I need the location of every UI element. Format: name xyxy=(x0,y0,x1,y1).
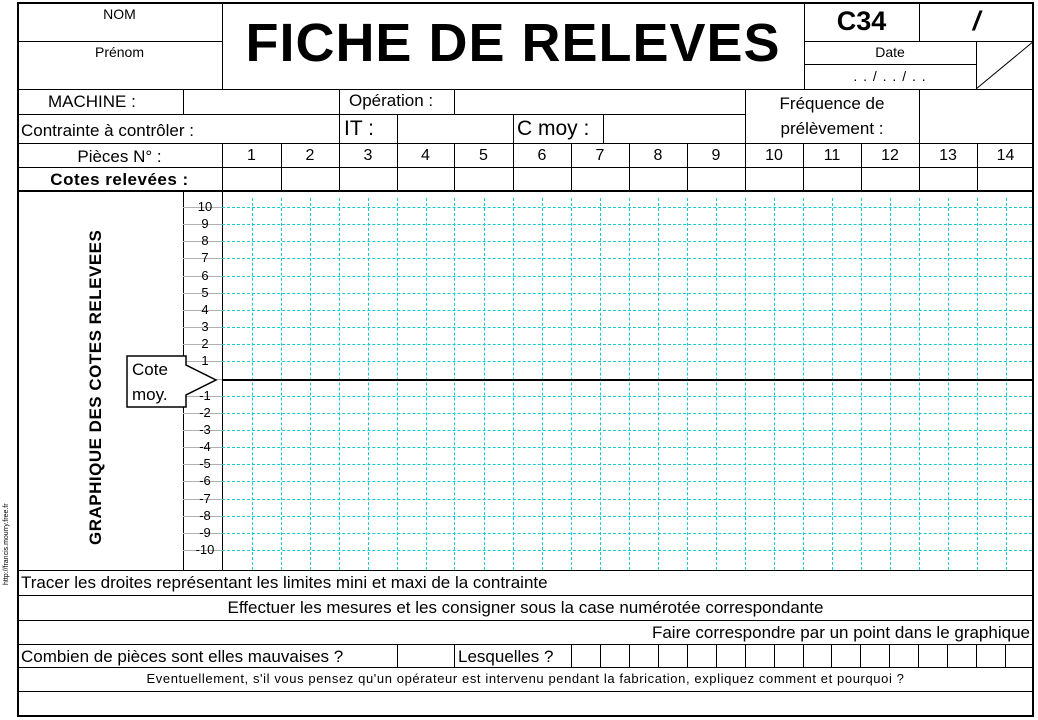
grid-line-v xyxy=(919,198,920,570)
cote-cell-3[interactable] xyxy=(340,168,397,190)
grid-line-v xyxy=(890,198,891,570)
grid-line-h xyxy=(222,361,1032,362)
grid-line-h xyxy=(222,481,1032,482)
pieces-label: Pièces N° : xyxy=(77,147,162,166)
piece-number-6: 6 xyxy=(537,147,547,164)
y-tick-label: 3 xyxy=(201,319,209,334)
y-tick-label: -10 xyxy=(195,542,215,557)
piece-number-12: 12 xyxy=(881,147,899,164)
divider xyxy=(513,114,514,143)
grid-line-v xyxy=(861,198,862,570)
cote-moy-line xyxy=(222,379,1034,381)
grid-line-v xyxy=(542,198,543,570)
grid-line-v xyxy=(368,198,369,570)
grid-line-v xyxy=(687,198,688,570)
y-tick-label: -5 xyxy=(199,456,211,471)
machine-field[interactable] xyxy=(184,90,339,114)
grid-line-v xyxy=(774,198,775,570)
lesquelles-box[interactable] xyxy=(860,644,890,667)
cote-cell-14[interactable] xyxy=(978,168,1034,190)
lesquelles-box[interactable] xyxy=(687,644,717,667)
piece-number-13: 13 xyxy=(939,147,957,164)
cote-moy-label-2: moy. xyxy=(132,385,168,404)
divider xyxy=(17,41,222,42)
y-tick-label: -9 xyxy=(199,525,211,540)
frequence-field[interactable] xyxy=(920,90,1032,143)
cmoy-field[interactable] xyxy=(604,115,745,143)
y-tick-label: -7 xyxy=(199,491,211,506)
instruction-line-3: Faire correspondre par un point dans le graphique xyxy=(651,623,1030,642)
piece-number-2: 2 xyxy=(305,147,315,164)
y-tick-label: 1 xyxy=(201,353,209,368)
grid-line-v xyxy=(1006,198,1007,570)
y-tick-label: 10 xyxy=(197,199,213,214)
lesquelles-box[interactable] xyxy=(774,644,804,667)
y-tick-label: 7 xyxy=(201,250,209,265)
divider xyxy=(454,644,455,667)
piece-number-7: 7 xyxy=(595,147,605,164)
grid-line-h xyxy=(222,430,1032,431)
it-field[interactable] xyxy=(398,115,513,143)
grid-line-v xyxy=(454,198,455,570)
cote-cell-8[interactable] xyxy=(630,168,687,190)
grid-line-v xyxy=(397,198,398,570)
diagonal-line xyxy=(976,41,1034,89)
lesquelles-box[interactable] xyxy=(831,644,861,667)
piece-number-10: 10 xyxy=(765,147,783,164)
grid-line-h xyxy=(222,413,1032,414)
grid-line-v xyxy=(948,198,949,570)
contrainte-label: Contrainte à contrôler : xyxy=(21,121,194,140)
grid-line-v xyxy=(513,198,514,570)
divider xyxy=(17,620,1034,621)
grid-line-h xyxy=(222,207,1032,208)
divider xyxy=(17,667,1034,668)
lesquelles-box[interactable] xyxy=(571,644,601,667)
grid-line-h xyxy=(222,293,1032,294)
piece-number-9: 9 xyxy=(711,147,721,164)
grid-line-h xyxy=(222,533,1032,534)
y-tick-label: -1 xyxy=(199,388,211,403)
lesquelles-box[interactable] xyxy=(629,644,659,667)
piece-number-3: 3 xyxy=(363,147,373,164)
grid-line-v xyxy=(832,198,833,570)
cote-cell-7[interactable] xyxy=(572,168,629,190)
lesquelles-box[interactable] xyxy=(947,644,977,667)
cote-cell-9[interactable] xyxy=(688,168,745,190)
date-label: Date xyxy=(875,44,905,60)
grid-line-v xyxy=(600,198,601,570)
cote-cell-11[interactable] xyxy=(804,168,861,190)
cote-cell-13[interactable] xyxy=(920,168,977,190)
y-tick-label: 6 xyxy=(201,268,209,283)
page-title: FICHE DE RELEVES xyxy=(245,13,781,73)
prelevement-label: prélèvement : xyxy=(780,119,884,138)
grid-line-v xyxy=(629,198,630,570)
grid-line-v xyxy=(571,198,572,570)
lesquelles-box[interactable] xyxy=(918,644,948,667)
y-tick-label: -3 xyxy=(199,422,211,437)
mauvaises-count-field[interactable] xyxy=(398,645,453,667)
form-code: C34 xyxy=(836,6,887,36)
grid-line-h xyxy=(222,327,1032,328)
cote-cell-10[interactable] xyxy=(746,168,803,190)
lesquelles-box[interactable] xyxy=(716,644,746,667)
grid-line-h xyxy=(222,310,1032,311)
grid-line-v xyxy=(252,198,253,570)
grid-line-h xyxy=(222,258,1032,259)
mauvaises-label: Combien de pièces sont elles mauvaises ? xyxy=(21,647,344,666)
grid-line-v xyxy=(426,198,427,570)
grid-line-h xyxy=(222,396,1032,397)
graph-vertical-title: GRAPHIQUE DES COTES RELEVEES xyxy=(86,229,105,545)
piece-number-11: 11 xyxy=(823,147,841,164)
grid-line-v xyxy=(339,198,340,570)
y-tick-label: -4 xyxy=(199,439,211,454)
y-tick-label: -8 xyxy=(199,508,211,523)
prenom-label: Prénom xyxy=(94,44,145,60)
side-url: http://francis.mourry.free.fr xyxy=(3,503,10,585)
lesquelles-box[interactable] xyxy=(976,644,1006,667)
piece-number-4: 4 xyxy=(421,147,430,164)
grid-line-h xyxy=(222,447,1032,448)
cote-cell-1[interactable] xyxy=(223,168,281,190)
piece-number-1: 1 xyxy=(247,147,256,164)
piece-number-14: 14 xyxy=(996,147,1015,164)
grid-line-h xyxy=(222,224,1032,225)
eventuellement-text: Eventuellement, s'il vous pensez qu'un opérateur est intervenu pendant la fabrication, expliquez comment et pourquoi ? xyxy=(146,671,905,686)
lesquelles-box[interactable] xyxy=(1005,644,1035,667)
explanation-field[interactable] xyxy=(19,692,1032,715)
grid-line-h xyxy=(222,344,1032,345)
y-tick-label: -6 xyxy=(199,473,211,488)
grid-line-h xyxy=(222,516,1032,517)
piece-number-8: 8 xyxy=(653,147,663,164)
grid-line-v xyxy=(484,198,485,570)
cote-moy-label-1: Cote xyxy=(132,360,168,379)
instruction-line-2: Effectuer les mesures et les consigner sous la case numérotée correspondante xyxy=(227,598,824,617)
y-tick-label: 9 xyxy=(201,216,209,231)
divider xyxy=(339,89,340,143)
operation-label: Opération : xyxy=(349,91,434,110)
divider xyxy=(17,570,1034,571)
lesquelles-box[interactable] xyxy=(658,644,688,667)
instruction-line-1: Tracer les droites représentant les limites mini et maxi de la contrainte xyxy=(21,573,548,592)
y-tick-label: 8 xyxy=(201,233,209,248)
y-tick-label: -2 xyxy=(199,405,211,420)
cotes-label: Cotes relevées : xyxy=(50,170,189,189)
grid-line-v xyxy=(658,198,659,570)
grid-line-h xyxy=(222,499,1032,500)
operation-field[interactable] xyxy=(455,90,745,114)
cote-cell-4[interactable] xyxy=(398,168,454,190)
grid-line-h xyxy=(222,550,1032,551)
cote-cell-6[interactable] xyxy=(514,168,571,190)
lesquelles-box[interactable] xyxy=(600,644,630,667)
machine-label: MACHINE : xyxy=(48,92,136,111)
divider xyxy=(17,595,1034,596)
divider xyxy=(17,190,1034,192)
lesquelles-box[interactable] xyxy=(803,644,833,667)
grid-line-h xyxy=(222,276,1032,277)
lesquelles-box[interactable] xyxy=(889,644,919,667)
lesquelles-label: Lesquelles ? xyxy=(458,647,554,666)
divider xyxy=(804,64,976,65)
grid-line-v xyxy=(310,198,311,570)
grid-line-v xyxy=(803,198,804,570)
cmoy-label: C moy : xyxy=(517,117,590,140)
page-separator: / xyxy=(972,6,981,36)
y-tick-label: 2 xyxy=(201,336,209,351)
lesquelles-box[interactable] xyxy=(745,644,775,667)
y-tick-label: 5 xyxy=(201,285,209,300)
grid-line-h xyxy=(222,241,1032,242)
grid-line-v xyxy=(716,198,717,570)
cote-cell-2[interactable] xyxy=(282,168,339,190)
piece-number-5: 5 xyxy=(479,147,488,164)
nom-label: NOM xyxy=(103,6,136,22)
cote-cell-12[interactable] xyxy=(862,168,919,190)
it-label: IT : xyxy=(344,117,374,140)
grid-line-v xyxy=(281,198,282,570)
y-tick-label: 4 xyxy=(201,302,209,317)
grid-line-h xyxy=(222,464,1032,465)
frequence-label: Fréquence de xyxy=(779,94,885,113)
cote-cell-5[interactable] xyxy=(455,168,513,190)
divider xyxy=(17,143,1034,144)
grid-line-v xyxy=(977,198,978,570)
grid-line-v xyxy=(745,198,746,570)
date-field[interactable]: . . / . . / . . xyxy=(853,68,927,84)
